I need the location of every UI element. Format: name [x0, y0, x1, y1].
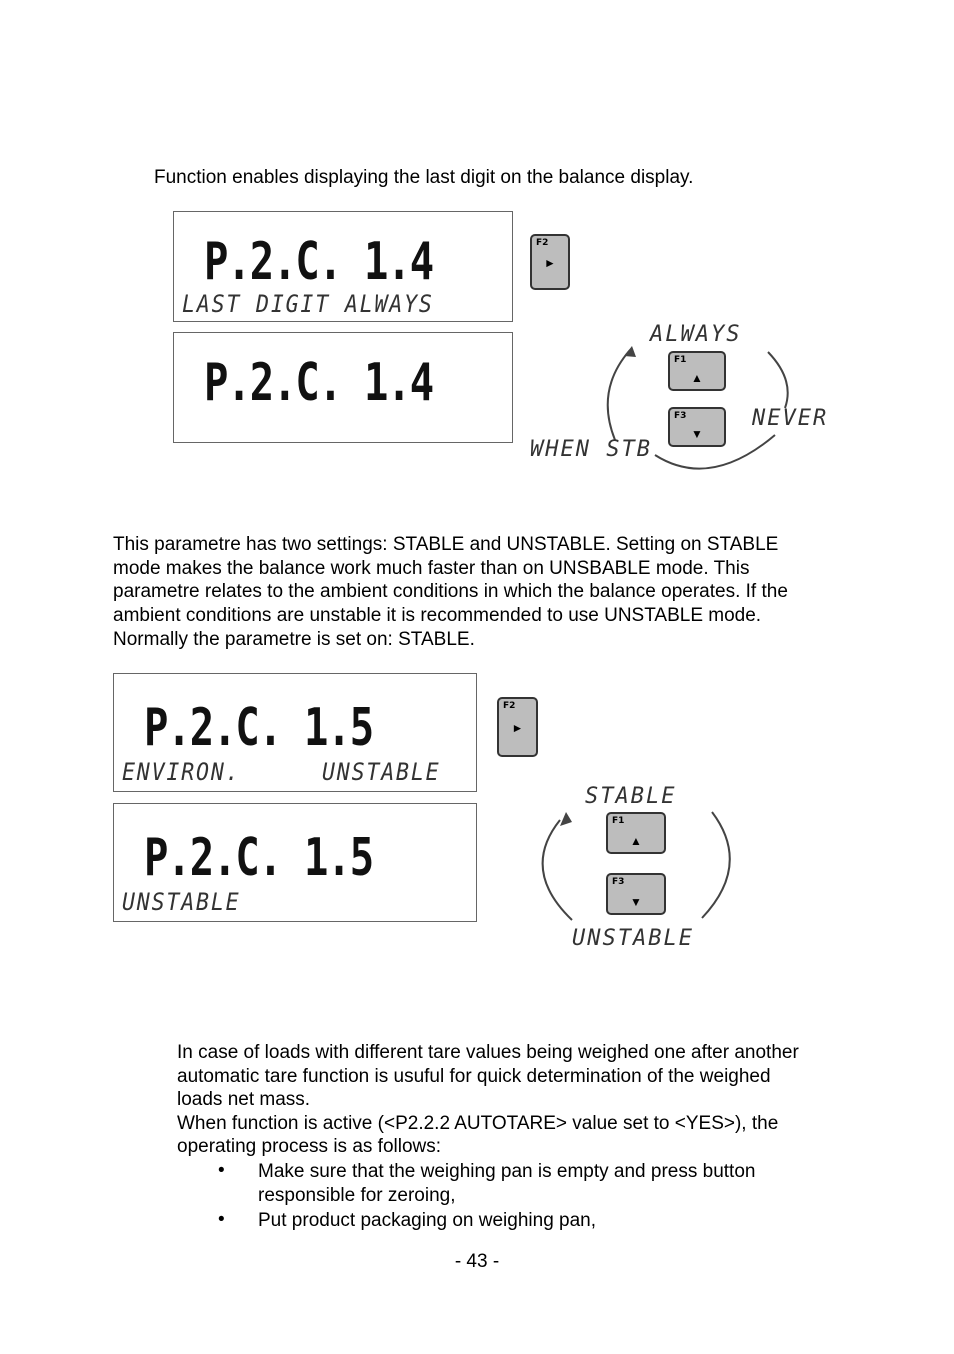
lcd-label-right: UNSTABLE	[322, 758, 441, 786]
paragraph-line: loads net mass.	[177, 1089, 311, 1110]
paragraph-line: When function is active (<P2.2.2 AUTOTARE> value set to <YES>), the	[177, 1113, 779, 1134]
lcd-code: P.2.C. 1.5	[144, 698, 373, 758]
page-number: - 43 -	[454, 1251, 500, 1272]
key-label: F1	[674, 355, 687, 365]
paragraph-line: This parametre has two settings: STABLE and UNSTABLE. Setting on STABLE	[113, 534, 779, 555]
lcd-display-top	[113, 673, 477, 792]
key-label: F3	[612, 877, 625, 887]
f2-key[interactable]	[497, 697, 538, 757]
up-arrow-icon: ▲	[691, 371, 703, 385]
option-stable: STABLE	[585, 784, 677, 809]
f1-key[interactable]	[606, 812, 666, 854]
paragraph-line: ambient conditions are unstable it is recommended to use UNSTABLE mode.	[113, 605, 762, 626]
lcd-label-left: ENVIRON.	[122, 758, 241, 786]
bullet-icon: •	[218, 1160, 225, 1181]
list-item: Put product packaging on weighing pan,	[258, 1210, 597, 1231]
right-arrow-icon: ►	[511, 721, 524, 735]
f3-key[interactable]	[606, 873, 666, 915]
option-unstable: UNSTABLE	[572, 926, 694, 951]
down-arrow-icon: ▼	[691, 427, 703, 441]
paragraph-line: automatic tare function is usuful for quick determination of the weighed	[177, 1066, 771, 1087]
paragraph-line: In case of loads with different tare values being weighed one after another	[177, 1042, 799, 1063]
key-label: F1	[612, 816, 625, 826]
option-when-stb: WHEN STB	[530, 437, 652, 462]
intro-text: Function enables displaying the last digit on the balance display.	[154, 167, 694, 188]
lcd-code: P.2.C. 1.4	[204, 353, 433, 413]
down-arrow-icon: ▼	[630, 895, 642, 909]
paragraph-line: Normally the parametre is set on: STABLE.	[113, 629, 475, 650]
up-arrow-icon: ▲	[630, 834, 642, 848]
lcd-label: UNSTABLE	[122, 888, 241, 916]
option-always: ALWAYS	[650, 322, 742, 347]
key-label: F2	[503, 701, 516, 711]
key-label: F2	[536, 238, 549, 248]
option-never: NEVER	[752, 406, 829, 431]
list-item-continuation: responsible for zeroing,	[258, 1185, 456, 1206]
lcd-label: LAST DIGIT ALWAYS	[182, 290, 434, 318]
key-label: F3	[674, 411, 687, 421]
lcd-code: P.2.C. 1.4	[204, 232, 433, 292]
list-item: Make sure that the weighing pan is empty and press button	[258, 1161, 756, 1182]
lcd-code: P.2.C. 1.5	[144, 828, 373, 888]
bullet-icon: •	[218, 1209, 225, 1230]
paragraph-line: mode makes the balance work much faster than on UNSBABLE mode. This	[113, 558, 750, 579]
right-arrow-icon: ►	[544, 256, 556, 270]
paragraph-line: operating process is as follows:	[177, 1136, 442, 1157]
lcd-display-bottom	[113, 803, 477, 922]
paragraph-line: parametre relates to the ambient conditions in which the balance operates. If the	[113, 581, 788, 602]
